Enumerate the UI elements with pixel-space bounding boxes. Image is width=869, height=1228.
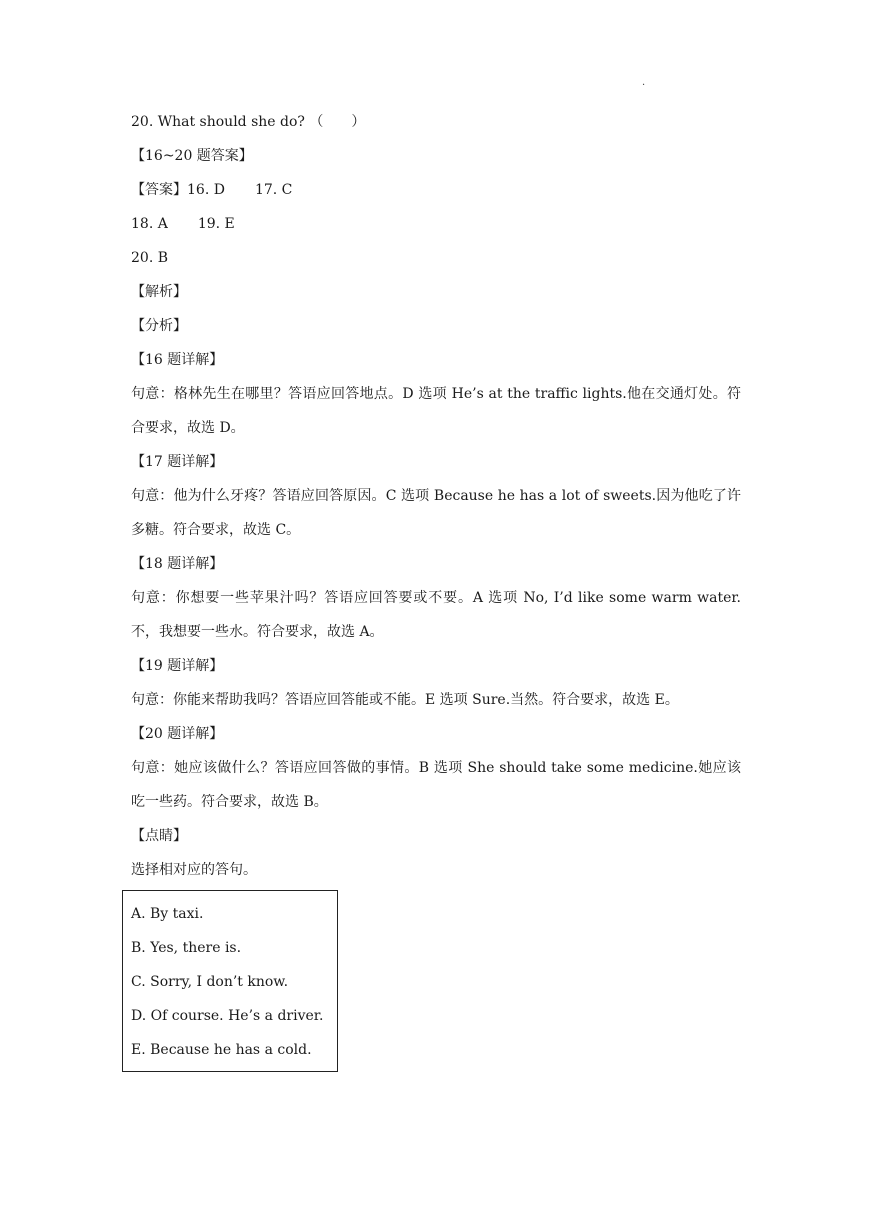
- detail-19-heading: 【19 题详解】: [131, 658, 224, 674]
- detail-17-text: 句意：他为什么牙疼？答语应回答原因。C 选项 Because he has a lot of sweets.因为他吃了许多糖。符合要求，故选 C。: [131, 488, 741, 538]
- answer-19: 19. E: [197, 216, 235, 232]
- answer-line-2: [131, 211, 741, 245]
- instruction-text: 选择相对应的答句。: [131, 862, 257, 878]
- detail-18-heading: 【18 题详解】: [131, 556, 224, 572]
- detail-20-text: 句意：她应该做什么？答语应回答做的事情。B 选项 She should take some medicine.她应该吃一些药。符合要求，故选 B。: [131, 760, 741, 810]
- detail-16-text: 句意：格林先生在哪里？答语应回答地点。D 选项 He’s at the traffic lights.他在交通灯处。符合要求，故选 D。: [131, 386, 741, 436]
- question-20: 20. What should she do? （ ）: [131, 114, 366, 130]
- option-e: E. Because he has a cold.: [131, 1042, 312, 1058]
- answer-16: 【答案】16. D: [131, 182, 225, 198]
- analysis-heading: 【解析】: [131, 284, 187, 300]
- detail-16-heading: 【16 题详解】: [131, 352, 224, 368]
- answer-line-1: [131, 177, 741, 211]
- detail-17-heading: 【17 题详解】: [131, 454, 224, 470]
- options-box: [122, 890, 338, 1072]
- option-d: D. Of course. He’s a driver.: [131, 1008, 324, 1024]
- document-body: [131, 109, 741, 891]
- detail-20-heading: 【20 题详解】: [131, 726, 224, 742]
- detail-19-text: 句意：你能来帮助我吗？答语应回答能或不能。E 选项 Sure.当然。符合要求，故选 E。: [131, 692, 679, 708]
- dianjing-heading: 【点睛】: [131, 828, 187, 844]
- answer-17: 17. C: [254, 182, 293, 198]
- option-c: C. Sorry, I don’t know.: [131, 974, 289, 990]
- detail-18-text: 句意：你想要一些苹果汁吗？答语应回答要或不要。A 选项 No, I’d like some warm water.不，我想要一些水。符合要求，故选 A。: [131, 590, 741, 640]
- page-mark: ·: [642, 80, 646, 91]
- answer-block-heading: 【16~20 题答案】: [131, 148, 253, 164]
- answer-18: 18. A: [131, 216, 168, 232]
- option-b: B. Yes, there is.: [131, 940, 242, 956]
- answer-line-3: 20. B: [131, 250, 169, 266]
- option-a: A. By taxi.: [131, 906, 204, 922]
- fenxi-heading: 【分析】: [131, 318, 187, 334]
